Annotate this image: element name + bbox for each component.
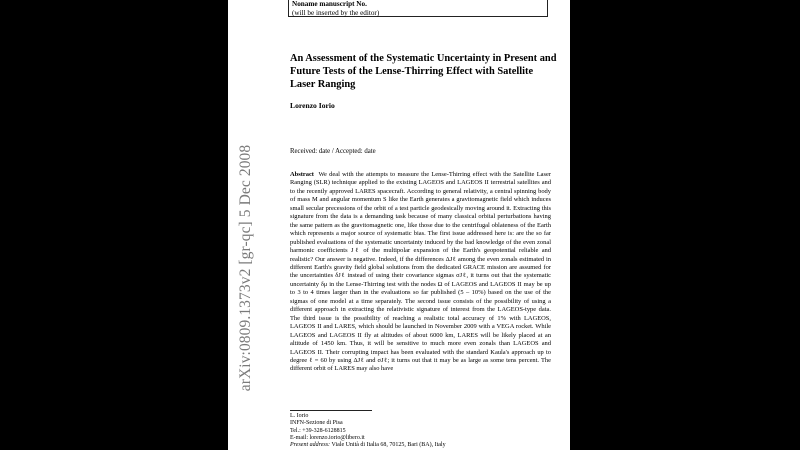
paper-title: An Assessment of the Systematic Uncertainty in Present and Future Tests of the Lense-Thirring Effect with Satellite Laser Ranging [290, 53, 557, 90]
footnote-divider [290, 410, 372, 411]
footnote-name: L. Iorio [290, 413, 309, 419]
abstract-paragraph [290, 171, 551, 374]
footnote-address-line [290, 442, 550, 449]
received-accepted-line: Received: date / Accepted: date [290, 148, 376, 155]
arxiv-identifier-stamp: arXiv:0809.1373v2 [gr-qc] 5 Dec 2008 [237, 144, 254, 392]
author-footnote [290, 413, 550, 449]
manuscript-number-label: Noname manuscript No. [292, 0, 367, 8]
present-address-label: Present address: [290, 442, 331, 449]
footnote-affiliation: INFN-Sezione di Pisa [290, 420, 343, 427]
abstract-label: Abstract [290, 171, 314, 178]
manuscript-number-box [288, 0, 548, 17]
present-address-value: Viale Unità di Italia 68, 70125, Bari (BA), Italy [331, 442, 446, 449]
footnote-tel: Tel.: +39-328-6128815 [290, 427, 346, 434]
manuscript-number-note: (will be inserted by the editor) [292, 9, 380, 17]
footnote-email: E-mail: lorenzo.iorio@libero.it [290, 434, 365, 441]
paper-author: Lorenzo Iorio [290, 101, 335, 110]
abstract-text: We deal with the attempts to measure the Lense-Thirring effect with the Satellite Laser Ranging (SLR) technique applied to the existing LAGEOS and LAGEOS II terrestrial satellites and to the recently approved LARES spacecraft. According to general relativity, a central spinning body of mass M and angular momentum S like the Earth generates a gravitomagnetic field which induces small secular precessions of the orbit of a test particle geodesically moving around it. Extracting this signature from the data is a demanding task because of many classical orbital perturbations having the same pattern as the gravitomagnetic one, like those due to the centrifugal oblateness of the Earth which represents a major source of systematic bias. The first issue addressed here is: are the so far published evaluations of the systematic uncertainty induced by the bad knowledge of the even zonal harmonic coefficients Jℓ of the multipolar expansion of the Earth's geopotential reliable and realistic? Our answer is negative. Indeed, if the differences ΔJℓ among the even zonals estimated in different Earth's gravity field global solutions from the dedicated GRACE mission are assumed for the uncertainties δJℓ instead of using their covariance sigmas σJℓ, it turns out that the systematic uncertainty δμ in the Lense-Thirring test with the nodes Ω of LAGEOS and LAGEOS II may be up to 3 to 4 times larger than in the evaluations so far published (5 – 10%) based on the use of the sigmas of one model at a time separately. The second issue consists of the possibility of using a different approach in extracting the relativistic signature of interest from the LAGEOS-type data. The third issue is the possibility of reaching a realistic total accuracy of 1% with LAGEOS, LAGEOS II and LARES, which should be launched in November 2009 with a VEGA rocket. While LAGEOS and LAGEOS II fly at altitudes of about 6000 km, LARES will be likely placed at an altitude of 1450 km. Thus, it will be sensitive to much more even zonals than LAGEOS and LAGEOS II. Their corrupting impact has been evaluated with the standard Kaula's approach up to degree ℓ = 60 by using ΔJℓ and σJℓ; it turns out that it may be as large as some tens percent. The different orbit of LARES may also have [290, 171, 551, 373]
